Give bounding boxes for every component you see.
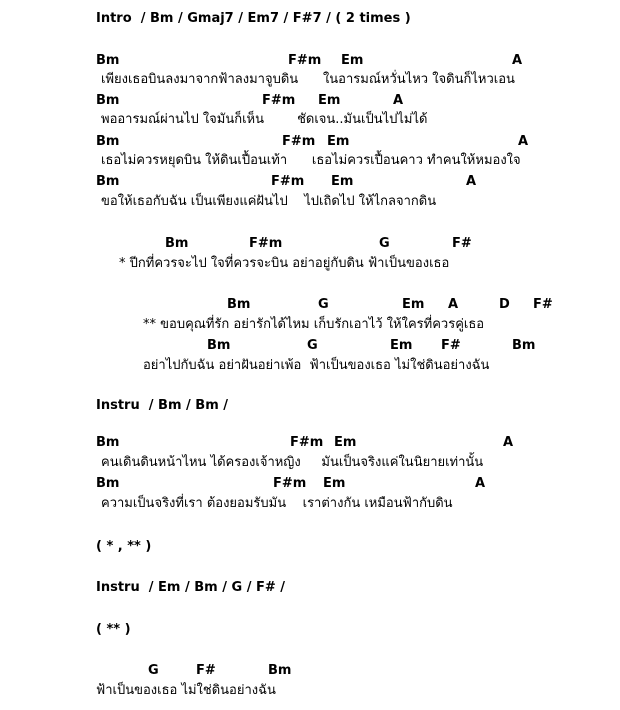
chord: Bm (96, 476, 120, 491)
lyric-line: * ปีกที่ควรจะไป ใจที่ควรจะบิน อย่าอยู่กับดิน ฟ้าเป็นของเธอ (119, 256, 450, 271)
lyric-line: พออารมณ์ผ่านไป ใจมันก็เห็น ชัดเจน..มันเป็นไปไม่ได้ (101, 112, 428, 127)
chord: A (466, 174, 477, 189)
lyric-line: อย่าไปกับฉัน อย่าฝันอย่าเพ้อ ฟ้าเป็นของเธอ ไม่ใช่ดินอย่างฉัน (143, 358, 490, 373)
chord: F#m (290, 435, 324, 450)
chord: Bm (96, 435, 120, 450)
chord: Bm (165, 236, 189, 251)
chord: A (512, 53, 523, 68)
chord: Em (390, 338, 413, 353)
chord: Em (402, 297, 425, 312)
chord: F#m (282, 134, 316, 149)
chord: Em (318, 93, 341, 108)
chord: F#m (288, 53, 322, 68)
lyric-line: ฟ้าเป็นของเธอ ไม่ใช่ดินอย่างฉัน (96, 683, 276, 698)
intro-line: Intro / Bm / Gmaj7 / Em7 / F#7 / ( 2 times ) (96, 11, 411, 26)
chord: A (393, 93, 404, 108)
lyric-line: เธอไม่ควรหยุดบิน ให้ดินเปื้อนเท้า เธอไม่ควรเปื้อนคาว ทำคนให้หมองใจ (101, 153, 521, 168)
chord: Bm (96, 174, 120, 189)
chord: F#m (271, 174, 305, 189)
lyric-line: ** ขอบคุณที่รัก อย่ารักได้ไหม เก็บรักเอาไว้ ให้ใครที่ควรคู่เธอ (143, 317, 485, 332)
chord: F# (533, 297, 553, 312)
instru-line: Instru / Bm / Bm / (96, 398, 229, 413)
chord: A (475, 476, 486, 491)
chord: Bm (207, 338, 231, 353)
repeat-marker: ( * , ** ) (96, 539, 152, 554)
chord: F# (196, 663, 216, 678)
chord: Bm (96, 53, 120, 68)
chord: Bm (268, 663, 292, 678)
chord: Em (327, 134, 350, 149)
chord: Em (323, 476, 346, 491)
lyric-line: คนเดินดินหน้าไหน ได้ครองเจ้าหญิง มันเป็นจริงแค่ในนิยายเท่านั้น (101, 455, 484, 470)
chord: A (448, 297, 459, 312)
chord: G (307, 338, 318, 353)
chord: Bm (96, 93, 120, 108)
chord: F#m (273, 476, 307, 491)
chord: A (503, 435, 514, 450)
chord: G (318, 297, 329, 312)
chord: Em (331, 174, 354, 189)
instru-line: Instru / Em / Bm / G / F# / (96, 580, 286, 595)
chord: F#m (262, 93, 296, 108)
chord: F# (452, 236, 472, 251)
lyric-line: ความเป็นจริงที่เรา ต้องยอมรับมัน เราต่างกัน เหมือนฟ้ากับดิน (101, 496, 453, 511)
lyric-line: เพียงเธอบินลงมาจากฟ้าลงมาจูบดิน ในอารมณ์หวั่นไหว ใจดินก็ไหวเอน (101, 72, 515, 87)
chord: G (379, 236, 390, 251)
chord: G (148, 663, 159, 678)
chord: Em (334, 435, 357, 450)
chord: Bm (96, 134, 120, 149)
chord: Em (341, 53, 364, 68)
chord: D (499, 297, 510, 312)
chord: A (518, 134, 529, 149)
chord: Bm (227, 297, 251, 312)
chord: F#m (249, 236, 283, 251)
repeat-marker: ( ** ) (96, 622, 131, 637)
chord: F# (441, 338, 461, 353)
chord: Bm (512, 338, 536, 353)
lyric-line: ขอให้เธอกับฉัน เป็นเพียงแค่ฝันไป ไปเถิดไป ให้ไกลจากดิน (101, 194, 437, 209)
